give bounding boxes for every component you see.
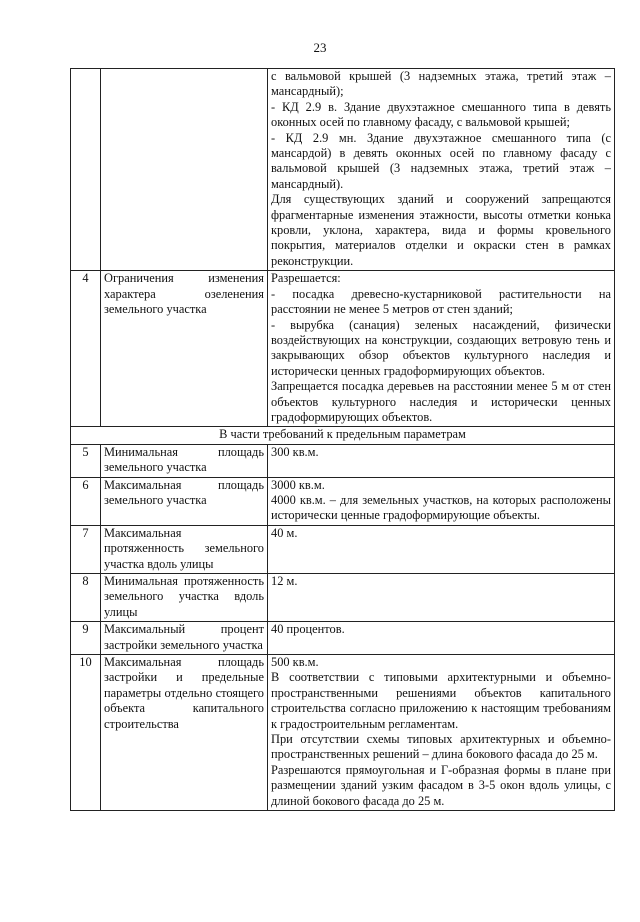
value-paragraph: с вальмовой крышей (3 надземных этажа, третий этаж – мансардный); [271,69,611,99]
value-paragraph: Разрешаются прямоугольная и Г-образная формы в плане при размещении зданий узким фасадом в 3-5 окон вдоль улицы, с длиной бокового фасада до 25 м. [271,762,611,808]
value-paragraph: 40 процентов. [271,622,345,637]
table-row [71,477,615,525]
parameter-value [268,271,615,427]
parameter-name: Ограничения изменения характера озеленения земельного участка [101,271,268,427]
value-paragraph: Разрешается: [271,271,341,286]
parameter-value [268,525,615,573]
table-row [71,525,615,573]
row-number: 5 [71,444,101,477]
row-number: 10 [71,655,101,811]
value-paragraph: - КД 2.9 в. Здание двухэтажное смешанного типа в девять оконных осей по главному фасаду, с вальмовой крышей; [271,99,611,130]
row-number [71,69,101,271]
value-paragraph: - КД 2.9 мн. Здание двухэтажное смешанного типа (с мансардой) в девять оконных осей по главному фасаду с вальмовой крышей (3 надземных этажа, третий этаж – мансардный). [271,130,611,191]
parameter-name: Максимальный процент застройки земельного участка [101,622,268,655]
value-paragraph: 3000 кв.м. [271,477,325,492]
parameter-name [101,69,268,271]
value-paragraph: 12 м. [271,574,298,588]
row-number: 7 [71,525,101,573]
row-number: 8 [71,574,101,622]
value-paragraph: 40 м. [271,525,298,540]
parameter-name: Минимальная площадь земельного участка [101,444,268,477]
parameter-value [268,477,615,525]
parameter-value [268,444,615,477]
value-paragraph: 300 кв.м. [271,444,319,459]
parameter-value [268,622,615,655]
parameter-name: Максимальная площадь земельного участка [101,477,268,525]
value-paragraph: - вырубка (санация) зеленых насаждений, физически воздействующих на конструкции, создающих ветровую тень и закрывающих обзор объектов культурного наследия и исторически ценных градоформирующих объектов. [271,317,611,378]
row-number: 9 [71,622,101,655]
parameter-value [268,69,615,271]
page-number: 23 [313,40,327,55]
value-paragraph: 500 кв.м. [271,655,319,670]
value-paragraph: В соответствии с типовыми архитектурными и объемно-пространственными решениями объектов капитального строительства согласно приложению к настоящим требованиям к градостроительным регламентам. [271,670,611,731]
parameter-value [268,574,615,622]
table-row [71,444,615,477]
table-row [71,69,615,271]
section-title: В части требований к предельным параметрам [71,427,615,444]
parameter-value [268,655,615,811]
value-paragraph: При отсутствии схемы типовых архитектурных и объемно-пространственных решений – длина бокового фасада до 25 м. [271,732,611,762]
table-row [71,655,615,811]
table-row [71,271,615,427]
value-paragraph: 4000 кв.м. – для земельных участков, на которых расположены исторически ценные градоформирующие объекты. [271,492,611,523]
row-number: 6 [71,477,101,525]
value-paragraph: - посадка древесно-кустарниковой растительности на расстоянии не менее 5 метров от стен зданий; [271,286,611,317]
table-row [71,574,615,622]
value-paragraph: Для существующих зданий и сооружений запрещаются фрагментарные изменения этажности, высоты отметки конька кровли, уклона, характера, вида и формы кровельного покрытия, материалов отделки и окраски стен в рамках реконструкции. [271,192,611,268]
parameter-name: Максимальная площадь застройки и предельные параметры отдельно стоящего объекта капитального строительства [101,655,268,811]
table-row [71,622,615,655]
regulations-table [70,68,615,811]
section-header-row [71,427,615,444]
parameter-name: Минимальная протяженность земельного участка вдоль улицы [101,574,268,622]
parameter-name: Максимальная протяженность земельного участка вдоль улицы [101,525,268,573]
value-paragraph: Запрещается посадка деревьев на расстоянии менее 5 м от стен объектов культурного наследия и исторически ценных градоформирующих объектов. [271,379,611,424]
row-number: 4 [71,271,101,427]
